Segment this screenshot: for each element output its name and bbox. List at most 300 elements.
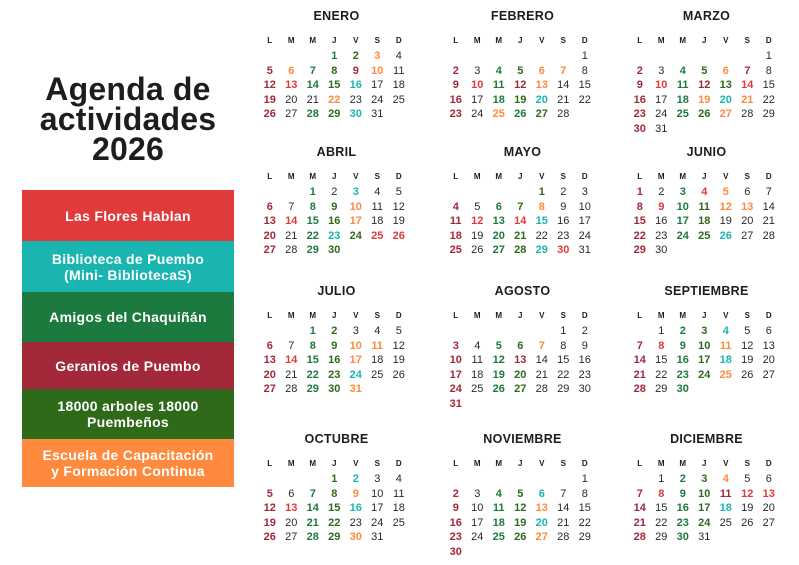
weekday-label: S (560, 172, 566, 181)
day-grid (445, 324, 600, 411)
day-cell: 18 (471, 368, 484, 381)
day-cell: 18 (492, 93, 505, 106)
day-cell: 10 (471, 502, 484, 514)
day-cell: 23 (578, 368, 591, 381)
weekday-label: J (518, 172, 523, 181)
day-cell: 25 (492, 108, 505, 120)
empty-day-cell (531, 324, 553, 339)
weekday-label: J (702, 459, 707, 468)
day-cell: 9 (452, 502, 459, 514)
day-grid (629, 472, 784, 545)
legend-item-amigos-del-chaquinan: Amigos del Chaquiñán (22, 292, 234, 342)
day-cell: 8 (658, 487, 665, 500)
day-cell: 4 (374, 186, 381, 198)
day-cell: 22 (328, 516, 341, 529)
weekday-label: D (765, 459, 772, 468)
weekday-label: M (473, 172, 481, 181)
day-cell: 30 (655, 244, 668, 256)
day-cell: 21 (535, 368, 548, 381)
day-cell: 29 (306, 383, 319, 395)
day-cell: 21 (285, 368, 298, 381)
day-cell: 7 (309, 487, 316, 500)
day-cell: 23 (676, 516, 689, 529)
day-cell: 15 (306, 215, 319, 227)
weekday-label: D (395, 459, 402, 468)
day-cell: 27 (535, 108, 548, 120)
day-cell: 13 (719, 79, 732, 91)
month-name: JULIO (317, 284, 356, 298)
day-cell: 11 (449, 215, 462, 227)
day-cell: 18 (392, 79, 405, 91)
day-cell: 4 (395, 50, 402, 62)
day-cell: 9 (560, 200, 567, 213)
day-cell: 26 (514, 531, 527, 543)
weekday-label: L (267, 311, 273, 320)
weekday-header (445, 458, 600, 469)
weekday-header (259, 310, 414, 321)
day-cell: 16 (557, 215, 570, 227)
weekday-label: L (637, 311, 643, 320)
day-cell: 16 (349, 502, 362, 514)
day-cell: 9 (331, 339, 338, 352)
day-cell: 26 (741, 516, 754, 529)
day-cell: 27 (285, 108, 298, 120)
day-cell: 18 (449, 229, 462, 242)
month-octubre (259, 432, 414, 545)
empty-day-cell (531, 49, 553, 64)
day-cell: 17 (578, 215, 591, 227)
empty-day-cell (488, 324, 510, 339)
day-cell: 11 (698, 200, 711, 213)
weekday-label: D (581, 172, 588, 181)
day-cell: 13 (741, 200, 754, 213)
day-cell: 2 (581, 325, 588, 337)
day-cell: 18 (392, 502, 405, 514)
day-cell: 16 (449, 93, 462, 106)
day-cell: 11 (719, 339, 732, 352)
legend-item-18000-arboles: 18000 arboles 18000 Puembeños (22, 389, 234, 439)
day-cell: 8 (331, 64, 338, 77)
day-cell: 21 (633, 516, 646, 529)
empty-day-cell (281, 472, 303, 487)
day-cell: 25 (698, 229, 711, 242)
day-cell: 4 (474, 339, 481, 352)
day-cell: 1 (560, 325, 567, 337)
day-cell: 25 (471, 383, 484, 395)
empty-day-cell (281, 324, 303, 339)
weekday-label: V (353, 172, 359, 181)
day-cell: 25 (492, 531, 505, 543)
day-cell: 12 (514, 502, 527, 514)
day-cell: 1 (538, 186, 545, 198)
weekday-label: M (287, 36, 295, 45)
weekday-label: S (560, 311, 566, 320)
weekday-label: D (395, 36, 402, 45)
empty-day-cell (629, 472, 651, 487)
weekday-label: L (453, 172, 459, 181)
day-cell: 28 (535, 383, 548, 395)
day-cell: 25 (371, 229, 384, 242)
month-noviembre (445, 432, 600, 559)
day-cell: 6 (495, 200, 502, 213)
month-name: SEPTIEMBRE (664, 284, 749, 298)
day-cell: 6 (266, 200, 273, 213)
day-cell: 22 (557, 368, 570, 381)
day-cell: 21 (514, 229, 527, 242)
day-cell: 5 (744, 473, 751, 485)
day-cell: 30 (349, 531, 362, 543)
day-cell: 18 (719, 354, 732, 366)
day-cell: 14 (762, 200, 775, 213)
weekday-label: V (353, 311, 359, 320)
day-cell: 19 (263, 516, 276, 529)
weekday-label: J (332, 36, 337, 45)
day-cell: 18 (371, 354, 384, 366)
day-grid (629, 185, 784, 258)
day-cell: 21 (633, 368, 646, 381)
day-cell: 4 (452, 200, 459, 213)
weekday-label: M (309, 311, 317, 320)
empty-day-cell (651, 49, 673, 64)
day-cell: 20 (719, 93, 732, 106)
weekday-header (259, 171, 414, 182)
weekday-label: L (267, 36, 273, 45)
weekday-label: V (353, 36, 359, 45)
day-cell: 10 (349, 200, 362, 213)
weekday-label: V (539, 36, 545, 45)
day-cell: 23 (449, 108, 462, 120)
day-cell: 28 (633, 531, 646, 543)
day-cell: 19 (492, 368, 505, 381)
day-cell: 25 (719, 368, 732, 381)
empty-day-cell (445, 49, 467, 64)
weekday-header (445, 310, 600, 321)
day-cell: 8 (636, 200, 643, 213)
weekday-label: M (287, 459, 295, 468)
weekday-header (445, 171, 600, 182)
day-cell: 29 (306, 244, 319, 256)
day-cell: 9 (679, 339, 686, 352)
day-cell: 13 (762, 487, 775, 500)
day-cell: 26 (263, 531, 276, 543)
day-cell: 12 (741, 487, 754, 500)
weekday-label: D (395, 311, 402, 320)
day-cell: 27 (263, 244, 276, 256)
weekday-label: M (679, 459, 687, 468)
day-cell: 3 (701, 325, 708, 337)
weekday-label: V (539, 459, 545, 468)
day-cell: 21 (557, 93, 570, 106)
weekday-header (629, 458, 784, 469)
day-cell: 2 (636, 64, 643, 77)
day-cell: 10 (449, 354, 462, 366)
empty-day-cell (672, 49, 694, 64)
day-cell: 10 (676, 200, 689, 213)
day-cell: 3 (658, 64, 665, 77)
weekday-label: S (744, 172, 750, 181)
day-cell: 7 (636, 339, 643, 352)
month-julio (259, 284, 414, 397)
weekday-label: L (453, 36, 459, 45)
day-cell: 4 (722, 325, 729, 337)
day-cell: 23 (676, 368, 689, 381)
empty-day-cell (281, 49, 303, 64)
day-cell: 25 (449, 244, 462, 256)
day-cell: 14 (741, 79, 754, 91)
day-cell: 28 (285, 244, 298, 256)
empty-day-cell (467, 472, 489, 487)
day-cell: 30 (328, 383, 341, 395)
weekday-label: L (267, 172, 273, 181)
empty-day-cell (259, 472, 281, 487)
day-cell: 27 (263, 383, 276, 395)
day-cell: 7 (538, 339, 545, 352)
day-cell: 5 (266, 64, 273, 77)
day-cell: 26 (471, 244, 484, 256)
day-cell: 13 (762, 339, 775, 352)
day-cell: 1 (765, 50, 772, 62)
day-cell: 16 (676, 354, 689, 366)
day-cell: 27 (514, 383, 527, 395)
day-cell: 3 (452, 339, 459, 352)
day-cell: 11 (676, 79, 689, 91)
day-cell: 20 (535, 516, 548, 529)
day-cell: 22 (306, 229, 319, 242)
day-cell: 1 (658, 325, 665, 337)
day-cell: 7 (288, 339, 295, 352)
day-cell: 22 (306, 368, 319, 381)
day-cell: 12 (719, 200, 732, 213)
day-cell: 14 (535, 354, 548, 366)
day-cell: 7 (560, 487, 567, 500)
day-cell: 9 (679, 487, 686, 500)
empty-day-cell (445, 472, 467, 487)
day-cell: 17 (349, 354, 362, 366)
empty-day-cell (629, 49, 651, 64)
day-cell: 19 (698, 93, 711, 106)
legend (22, 190, 234, 487)
day-cell: 29 (578, 531, 591, 543)
day-cell: 21 (762, 215, 775, 227)
day-cell: 21 (306, 516, 319, 529)
empty-day-cell (488, 49, 510, 64)
weekday-label: S (374, 172, 380, 181)
day-cell: 9 (636, 79, 643, 91)
day-cell: 24 (371, 516, 384, 529)
day-cell: 3 (701, 473, 708, 485)
month-name: MARZO (682, 9, 731, 23)
weekday-header (629, 171, 784, 182)
day-cell: 1 (309, 325, 316, 337)
day-cell: 12 (392, 200, 405, 213)
weekday-header (629, 35, 784, 46)
day-cell: 15 (306, 354, 319, 366)
day-cell: 27 (741, 229, 754, 242)
day-cell: 7 (560, 64, 567, 77)
day-cell: 8 (309, 200, 316, 213)
day-cell: 15 (655, 502, 668, 514)
day-cell: 5 (474, 200, 481, 213)
day-cell: 24 (349, 229, 362, 242)
day-cell: 28 (741, 108, 754, 120)
day-cell: 17 (698, 354, 711, 366)
day-cell: 9 (658, 200, 665, 213)
day-cell: 10 (349, 339, 362, 352)
weekday-label: V (539, 172, 545, 181)
weekday-label: M (473, 36, 481, 45)
month-name: AGOSTO (494, 284, 551, 298)
day-cell: 8 (560, 339, 567, 352)
weekday-label: J (702, 36, 707, 45)
day-cell: 7 (765, 186, 772, 198)
day-cell: 6 (538, 487, 545, 500)
day-cell: 22 (655, 368, 668, 381)
month-septiembre (629, 284, 784, 397)
weekday-label: M (657, 459, 665, 468)
empty-day-cell (259, 185, 281, 200)
day-grid (445, 472, 600, 559)
day-cell: 29 (328, 531, 341, 543)
empty-day-cell (510, 472, 532, 487)
empty-day-cell (629, 324, 651, 339)
day-cell: 24 (471, 531, 484, 543)
weekday-label: D (765, 172, 772, 181)
day-cell: 2 (658, 186, 665, 198)
empty-day-cell (488, 472, 510, 487)
day-cell: 17 (371, 502, 384, 514)
day-cell: 5 (395, 325, 402, 337)
weekday-label: J (518, 36, 523, 45)
day-cell: 7 (309, 64, 316, 77)
day-cell: 7 (288, 200, 295, 213)
day-cell: 13 (285, 502, 298, 514)
empty-day-cell (445, 324, 467, 339)
day-cell: 16 (328, 215, 341, 227)
day-cell: 1 (658, 473, 665, 485)
day-cell: 5 (266, 487, 273, 500)
day-cell: 20 (762, 354, 775, 366)
day-cell: 10 (371, 487, 384, 500)
weekday-header (445, 35, 600, 46)
weekday-label: M (287, 172, 295, 181)
weekday-label: L (637, 172, 643, 181)
weekday-label: S (744, 459, 750, 468)
day-cell: 3 (474, 487, 481, 500)
day-cell: 12 (741, 339, 754, 352)
month-mayo (445, 145, 600, 258)
weekday-label: M (495, 459, 503, 468)
legend-item-biblioteca-de-puembo: Biblioteca de Puembo (Mini- BibliotecaS) (22, 241, 234, 292)
day-cell: 24 (471, 108, 484, 120)
day-grid (259, 49, 414, 122)
weekday-label: S (374, 459, 380, 468)
day-cell: 17 (471, 93, 484, 106)
day-cell: 27 (535, 531, 548, 543)
weekday-label: L (453, 459, 459, 468)
page-title (0, 71, 256, 167)
day-cell: 17 (471, 516, 484, 529)
day-cell: 22 (328, 93, 341, 106)
day-cell: 19 (263, 93, 276, 106)
day-cell: 29 (535, 244, 548, 256)
day-cell: 8 (658, 339, 665, 352)
month-junio (629, 145, 784, 258)
weekday-label: M (287, 311, 295, 320)
day-cell: 27 (762, 516, 775, 529)
day-cell: 28 (306, 531, 319, 543)
empty-day-cell (467, 49, 489, 64)
day-cell: 18 (719, 502, 732, 514)
day-cell: 14 (514, 215, 527, 227)
day-cell: 8 (581, 487, 588, 500)
month-marzo (629, 9, 784, 136)
weekday-label: M (657, 36, 665, 45)
month-name: JUNIO (686, 145, 727, 159)
day-cell: 22 (578, 93, 591, 106)
day-cell: 31 (655, 122, 668, 135)
day-cell: 27 (492, 244, 505, 256)
day-cell: 13 (263, 354, 276, 366)
day-cell: 16 (633, 93, 646, 106)
day-cell: 16 (655, 215, 668, 227)
day-cell: 3 (374, 50, 381, 62)
weekday-label: D (581, 311, 588, 320)
day-cell: 26 (392, 368, 405, 381)
day-cell: 24 (449, 383, 462, 395)
weekday-header (259, 35, 414, 46)
weekday-label: S (744, 36, 750, 45)
weekday-label: J (332, 172, 337, 181)
day-cell: 4 (722, 473, 729, 485)
day-cell: 11 (719, 487, 732, 500)
day-cell: 15 (328, 79, 341, 91)
day-cell: 19 (392, 215, 405, 227)
day-cell: 22 (762, 93, 775, 106)
day-grid (259, 472, 414, 545)
day-cell: 12 (263, 502, 276, 514)
day-cell: 3 (581, 186, 588, 198)
weekday-label: S (744, 311, 750, 320)
day-cell: 29 (557, 383, 570, 395)
day-cell: 15 (535, 215, 548, 227)
weekday-label: D (395, 172, 402, 181)
empty-day-cell (281, 185, 303, 200)
day-cell: 29 (762, 108, 775, 120)
empty-day-cell (259, 324, 281, 339)
day-cell: 16 (578, 354, 591, 366)
day-cell: 20 (263, 368, 276, 381)
day-cell: 11 (371, 339, 384, 352)
weekday-label: L (453, 311, 459, 320)
day-cell: 21 (285, 229, 298, 242)
day-cell: 16 (349, 79, 362, 91)
day-cell: 11 (492, 502, 505, 514)
day-cell: 19 (471, 229, 484, 242)
day-cell: 28 (285, 383, 298, 395)
day-cell: 26 (392, 229, 405, 242)
day-cell: 12 (471, 215, 484, 227)
day-cell: 6 (765, 473, 772, 485)
day-cell: 5 (701, 64, 708, 77)
day-cell: 6 (266, 339, 273, 352)
weekday-label: M (679, 311, 687, 320)
day-cell: 2 (352, 50, 359, 62)
day-cell: 2 (452, 64, 459, 77)
day-cell: 20 (535, 93, 548, 106)
day-cell: 16 (328, 354, 341, 366)
weekday-label: M (309, 459, 317, 468)
weekday-label: M (679, 36, 687, 45)
